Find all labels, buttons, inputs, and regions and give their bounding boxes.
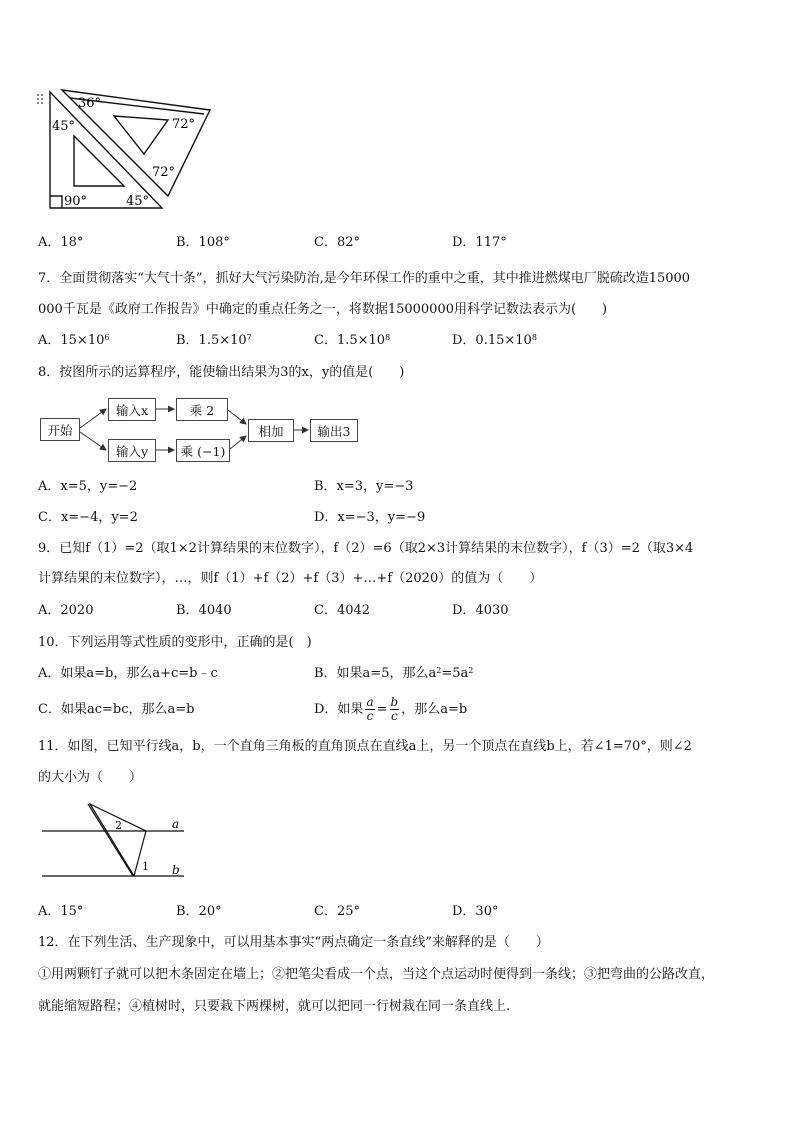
flow-add-box: 相加 [248,419,294,442]
q12-stem: 12．在下列生活、生产现象中，可以用基本事实“两点确定一条直线”来解释的是（ ） [38,935,549,950]
q9-stem-line1: 9．已知f（1）=2（取1×2计算结果的末位数字），f（2）=6（取2×3计算结果的末位数字），f（3）=2（取3×4 [38,541,694,556]
q7-stem-line1: 7．全面贯彻落实“大气十条”，抓好大气污染防治,是今年环保工作的重中之重，其中推进燃煤电厂脱硫改造15000 [38,271,691,286]
q11-option-b[interactable]: B．20° [176,904,222,919]
q11-option-d[interactable]: D．30° [452,904,499,919]
q7-stem-line2: 000千瓦是《政府工作报告》中确定的重点任务之一，将数据15000000用科学记数法表示为( ) [38,302,608,317]
q9-option-d[interactable]: D．4030 [452,603,509,618]
fraction-b-over-c: $\frac{b}{c}$ [390,695,399,723]
q8-stem: 8．按图所示的运算程序，能使输出结果为3的x，y的值是( ) [38,365,405,380]
q6-option-d[interactable]: D．117° [452,235,507,250]
angle-1-label: 1 [142,860,149,873]
q11-option-a[interactable]: A．15° [38,904,84,919]
q9-option-a[interactable]: A．2020 [38,603,94,618]
angle-72-label-b: 72° [152,165,176,180]
q8-option-a[interactable]: A．x=5，y=−2 [38,479,138,494]
q10-option-d[interactable]: D．如果 $\frac{a}{c}$ = $\frac{b}{c}$ ，那么a=b [314,695,468,723]
flow-multiply-neg1-box: 乘 (−1) [176,439,230,462]
angle-72-label-a: 72° [172,117,196,132]
q10-option-b[interactable]: B．如果a=5，那么$a^2=5a^2$ [314,666,474,681]
q10-stem: 10．下列运用等式性质的变形中，正确的是( ) [38,635,312,650]
flow-input-x-box: 输入x [108,398,156,421]
q12-text-line2: 就能缩短路程；④植树时，只要栽下两棵树，就可以把同一行树栽在同一条直线上. [38,999,511,1014]
q10-option-a[interactable]: A．如果a=b，那么a+c=b﹣c [38,666,218,681]
fraction-a-over-c: $\frac{a}{c}$ [366,695,374,723]
q8-option-b[interactable]: B．x=3，y=−3 [314,479,414,494]
q9-stem-line2: 计算结果的末位数字），…，则f（1）+f（2）+f（3）+…+f（2020）的值为（ ） [38,571,543,586]
flow-output-box: 输出3 [310,419,358,442]
flow-start-box: 开始 [40,418,80,441]
set-squares-figure [34,84,224,214]
parallel-lines-figure [38,798,198,888]
q11-option-c[interactable]: C．25° [314,904,360,919]
q6-option-b[interactable]: B．108° [176,235,230,250]
q7-option-d[interactable]: D．$0.15\times 10^8$ [452,333,537,348]
angle-45-label-a: 45° [52,119,76,134]
q11-stem-line2: 的大小为（ ） [38,770,143,785]
q8-option-c[interactable]: C．x=−4，y=2 [38,510,138,525]
flow-multiply-2-box: 乘 2 [176,398,228,421]
q10-option-c[interactable]: C．如果ac=bc，那么a=b [38,702,195,717]
q9-option-b[interactable]: B．4040 [176,603,232,618]
q7-option-a[interactable]: A．$15\times 10^6$ [38,333,110,348]
flow-input-y-box: 输入y [108,439,156,462]
q7-option-b[interactable]: B．$1.5\times 10^7$ [176,333,252,348]
q11-stem-line1: 11．如图，已知平行线a，b，一个直角三角板的直角顶点在直线a上，另一个顶点在直线b上，若∠1=70°，则∠2 [38,739,692,754]
angle-36-label: 36° [78,96,102,111]
q6-option-c[interactable]: C．82° [314,235,360,250]
angle-90-label: 90° [64,194,88,209]
angle-2-label: 2 [115,819,122,832]
q6-option-a[interactable]: A．18° [38,235,84,250]
q7-option-c[interactable]: C．$1.5\times 10^8$ [314,333,391,348]
q12-text-line1: ①用两颗钉子就可以把木条固定在墙上；②把笔尖看成一个点，当这个点运动时便得到一条线；③把弯曲的公路改直， [38,967,715,982]
angle-45-label-b: 45° [126,194,150,209]
q9-option-c[interactable]: C．4042 [314,603,371,618]
line-b-label: b [172,863,180,877]
line-a-label: a [172,817,180,831]
q8-option-d[interactable]: D．x=−3，y=−9 [314,510,426,525]
